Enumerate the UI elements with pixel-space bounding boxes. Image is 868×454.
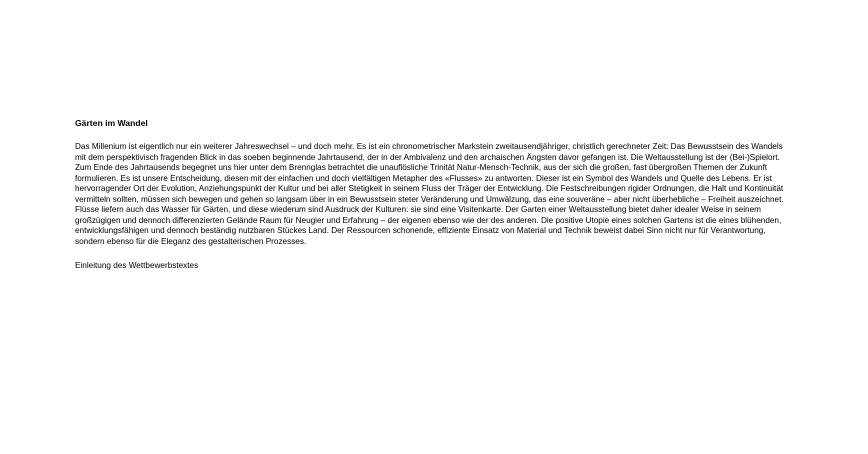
document-title: Gärten im Wandel xyxy=(75,118,148,128)
document-source-note: Einleitung des Wettbewerbstextes xyxy=(75,261,199,270)
paragraph-millenium: Das Millenium ist eigentlich nur ein weiterer Jahreswechsel – und doch mehr. Es ist ein chronometrischer Markstein zweitausendjähriger, christlich gerechneter Zeit: Das Bewusstsein des Wandels mit dem perspektivisch fragenden Blick in das soeben beginnende Jahrtausend, der in der Ambivalenz und den archaischen Ängsten davor gefangen ist. Die Weltausstellung ist der (Bei-)Spielort. Zum Ende des Jahrtausends begegnet uns hier unter dem Brennglas betrachtet die unauflösliche Trinität Natur-Mensch-Technik, aus der sich die großen, fast übergroßen Themen der Zukunft formulieren. Es ist unsere Entscheidung, diesen mit der einfachen und doch vielfältigen Metapher des «Flusses» zu antworten. Dieser ist ein Symbol des Wandels und Quelle des Lebens. Er ist hervorragender Ort der Evolution, Anziehungspunkt der Kultur und bei aller Stetigkeit in seinem Fluss der Träger der Entwicklung. Die Festschreibungen rigider Ordnungen, die Halt und Kontinuität vermitteln sollten, müssen sich bewegen und gehen so langsam über in ein Bewusstsein steter Veränderung und Umwälzung, das eine souveräne – aber nicht überhebliche – Freiheit auszeichnet. xyxy=(75,142,784,204)
document-body xyxy=(75,118,795,272)
paragraph-fluesse: Flüsse liefern auch das Wasser für Gärten, und diese wiederum sind Ausdruck der Kulturen: sie sind eine Visitenkarte. Der Garten einer Weltausstellung bietet daher idealer Weise in seinem großzügigen und dennoch differenzierten Gelände Raum für Neugier und Erfahrung – der eigenen ebenso wie der des anderen. Die positive Utopie eines solchen Gartens ist die eines blühenden, entwicklungsfähigen und dennoch beständig nutzbaren Stückes Land. Der Ressourcen schonende, effiziente Einsatz von Material und Technik beweist dabei Sinn nicht nur für Verantwortung, sondern ebenso für die Eleganz des gestalterischen Prozesses. xyxy=(75,205,782,246)
